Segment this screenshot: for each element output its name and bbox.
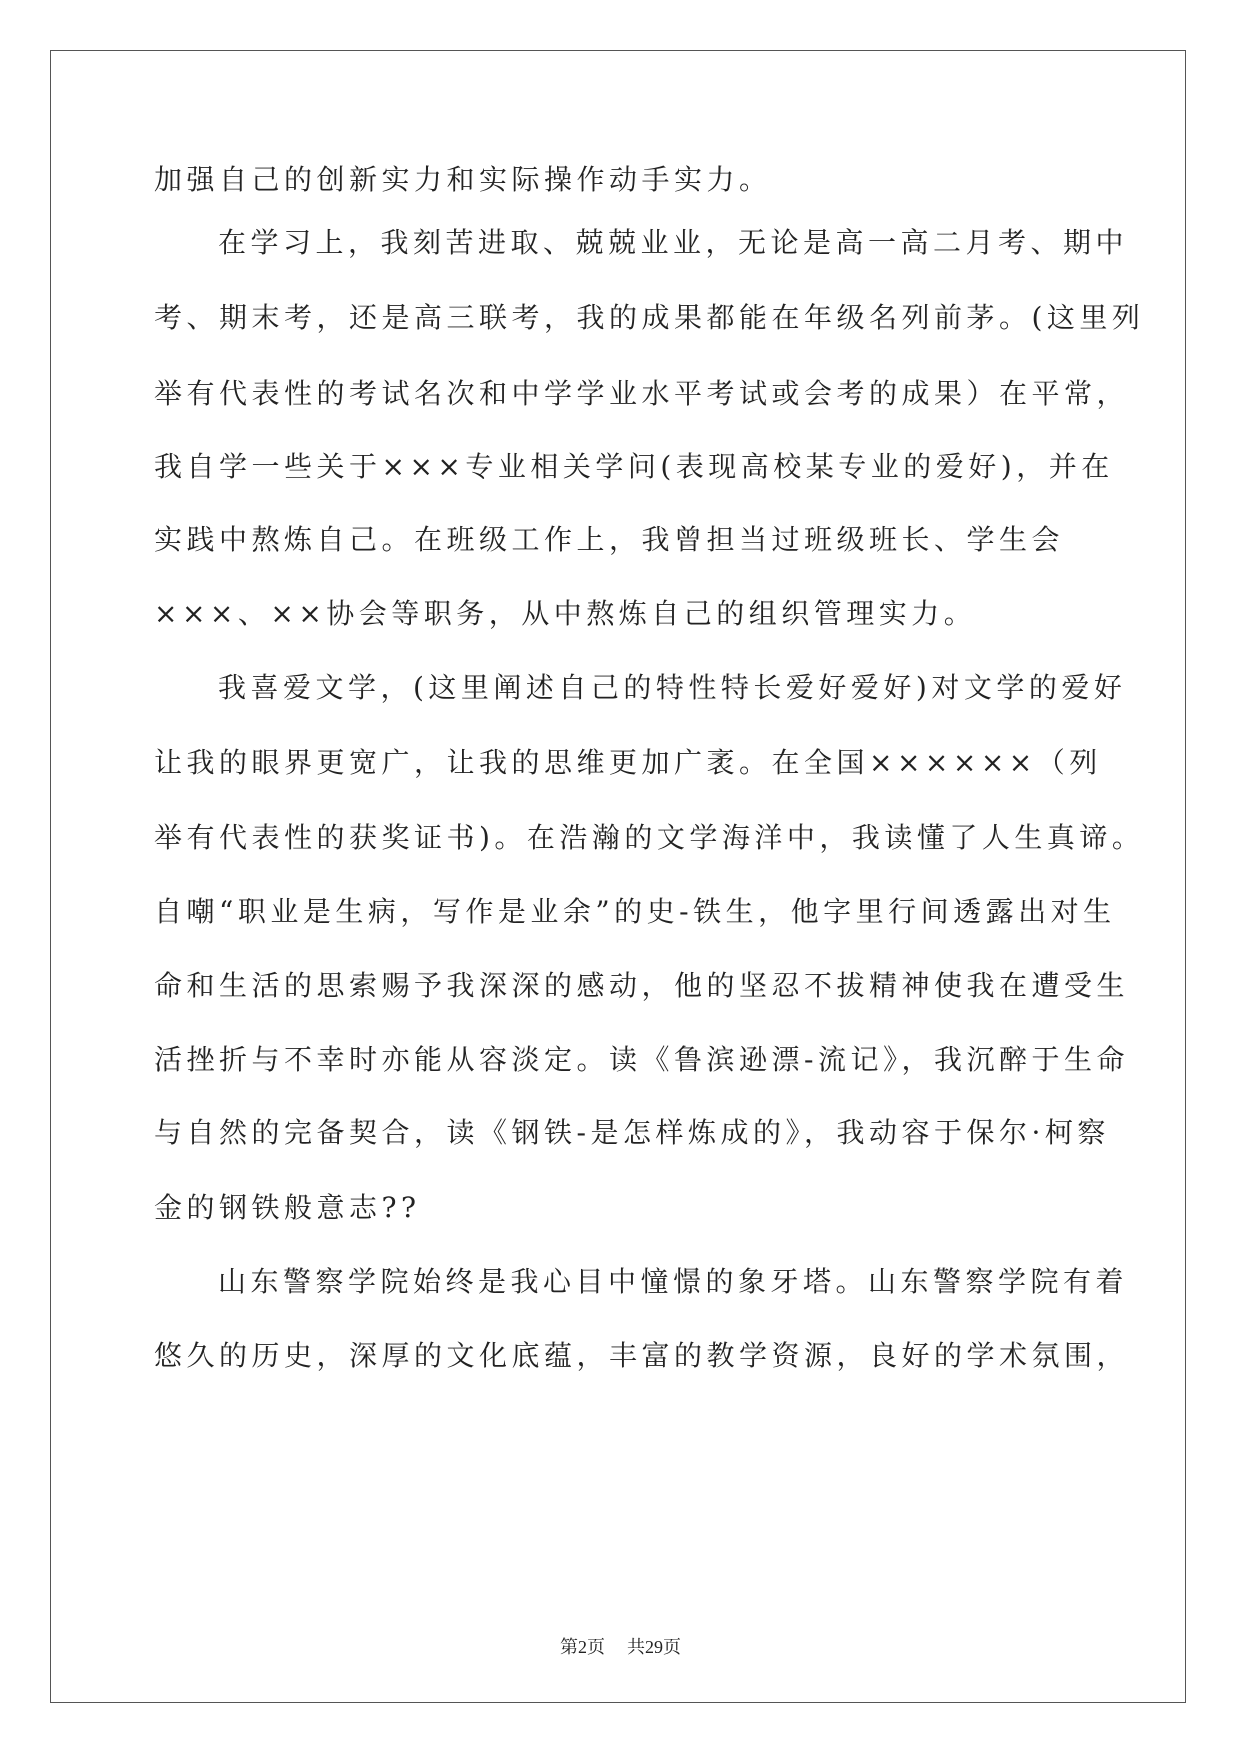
text-line: ×××、××协会等职务，从中熬炼自己的组织管理实力。 bbox=[154, 597, 977, 630]
text-line: 与自然的完备契合，读《钢铁-是怎样炼成的》，我动容于保尔·柯察 bbox=[154, 1116, 1110, 1149]
text-line: 金的钢铁般意志?? bbox=[154, 1191, 421, 1224]
text-line: 活挫折与不幸时亦能从容淡定。读《鲁滨逊漂-流记》，我沉醉于生命 bbox=[154, 1043, 1129, 1076]
text-line: 我自学一些关于×××专业相关学问(表现高校某专业的爱好)，并在 bbox=[154, 450, 1114, 483]
page-border bbox=[50, 50, 1186, 1703]
text-line: 加强自己的创新实力和实际操作动手实力。 bbox=[154, 163, 772, 196]
page-number: 第2页 bbox=[560, 1637, 605, 1657]
text-line: 让我的眼界更宽广，让我的思维更加广袤。在全国××××××（列 bbox=[154, 746, 1102, 779]
text-line: 命和生活的思索赐予我深深的感动，他的坚忍不拔精神使我在遭受生 bbox=[154, 969, 1130, 1002]
paragraph-first-line: 我喜爱文学，(这里阐述自己的特性特长爱好爱好)对文学的爱好 bbox=[218, 671, 1127, 704]
text-line: 悠久的历史，深厚的文化底蕴，丰富的教学资源，良好的学术氛围， bbox=[154, 1339, 1130, 1372]
text-line: 举有代表性的获奖证书)。在浩瀚的文学海洋中，我读懂了人生真谛。 bbox=[154, 821, 1145, 854]
page-total: 共29页 bbox=[627, 1637, 681, 1657]
paragraph-first-line: 在学习上，我刻苦进取、兢兢业业，无论是高一高二月考、期中 bbox=[218, 226, 1129, 259]
text-line: 考、期末考，还是高三联考，我的成果都能在年级名列前茅。(这里列 bbox=[154, 301, 1145, 334]
text-line: 实践中熬炼自己。在班级工作上，我曾担当过班级班长、学生会 bbox=[154, 523, 1065, 556]
page-footer bbox=[0, 1633, 1241, 1659]
text-line: 自嘲“职业是生病，写作是业余”的史-铁生，他字里行间透露出对生 bbox=[154, 895, 1116, 928]
text-line: 举有代表性的考试名次和中学学业水平考试或会考的成果）在平常， bbox=[154, 377, 1130, 410]
paragraph-first-line: 山东警察学院始终是我心目中憧憬的象牙塔。山东警察学院有着 bbox=[218, 1265, 1129, 1298]
